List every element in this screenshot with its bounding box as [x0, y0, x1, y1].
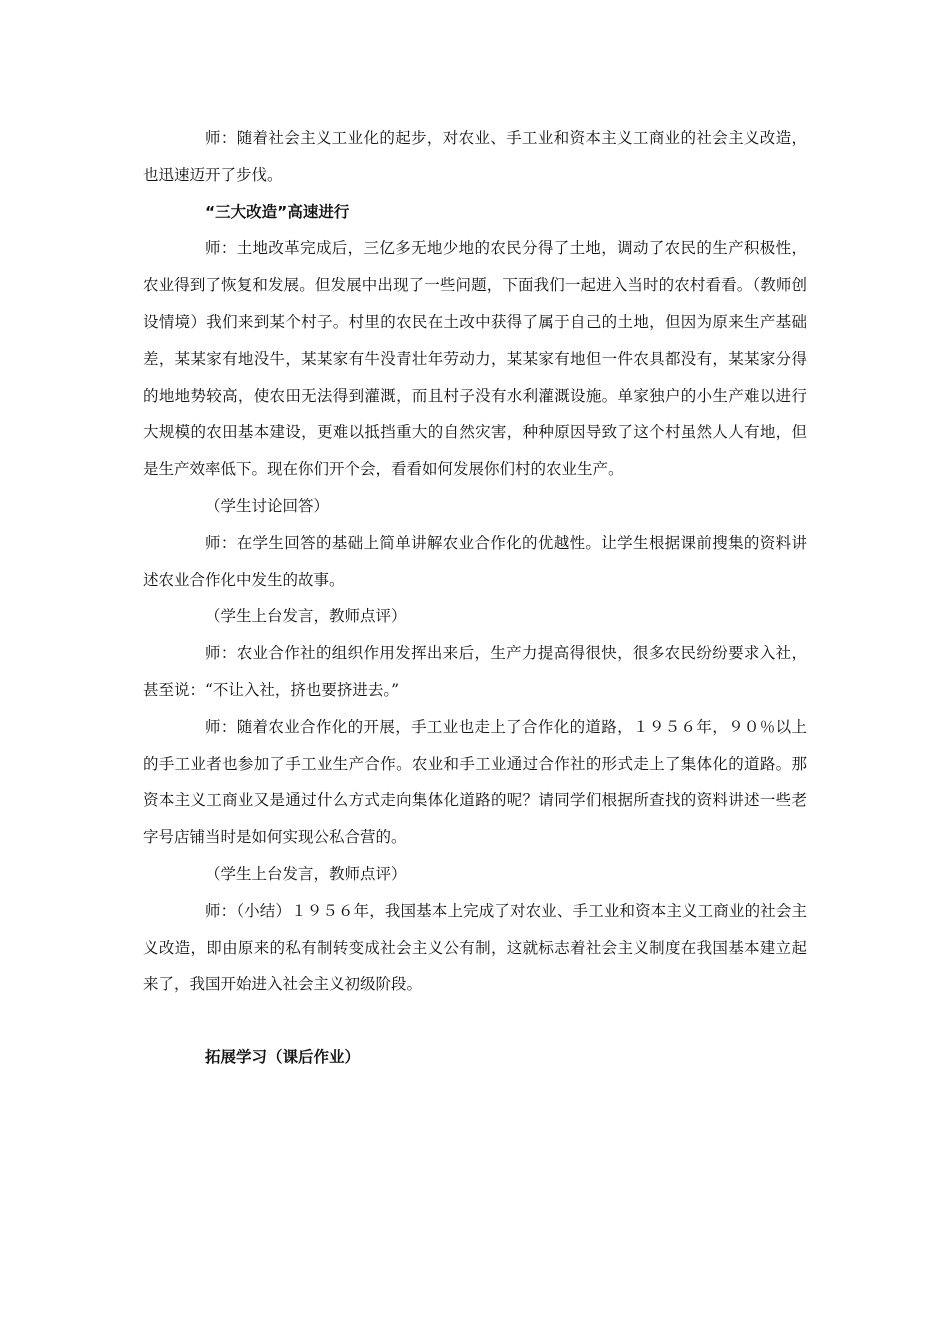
document-body — [143, 120, 807, 1076]
paragraph-student-speech-2: （学生上台发言，教师点评） — [205, 864, 407, 883]
paragraph-intro: 师：随着社会主义工业化的起步，对农业、手工业和资本主义工商业的社会主义改造，也迅速迈开了步伐。 — [143, 129, 807, 184]
paragraph-join-cooperative: 师：农业合作社的组织作用发挥出来后，生产力提高得很快，很多农民纷纷要求入社，甚至说：“不让入社，挤也要挤进去。” — [143, 644, 807, 699]
paragraph-land-reform: 师：土地改革完成后，三亿多无地少地的农民分得了土地，调动了农民的生产积极性，农业得到了恢复和发展。但发展中出现了一些问题，下面我们一起进入当时的农村看看。（教师创设情境）我们来到某个村子。村里的农民在土改中获得了属于自己的土地，但因为原来生产基础差，某某家有地没牛，某某家有牛没青壮年劳动力，某某家有地但一件农具都没有，某某家分得的地地势较高，使农田无法得到灌溉，而且村子没有水利灌溉设施。单家独户的小生产难以进行大规模的农田基本建设，更难以抵挡重大的自然灾害，种种原因导致了这个村虽然人人有地，但是生产效率低下。现在你们开个会，看看如何发展你们村的农业生产。 — [143, 239, 807, 479]
paragraph-summary: 师：（小结）１９５６年，我国基本上完成了对农业、手工业和资本主义工商业的社会主义改造，即由原来的私有制转变成社会主义公有制，这就标志着社会主义制度在我国基本建立起来了，我国开始进入社会主义初级阶段。 — [143, 901, 807, 994]
paragraph-cooperative-advantage: 师：在学生回答的基础上简单讲解农业合作化的优越性。让学生根据课前搜集的资料讲述农业合作化中发生的故事。 — [143, 533, 807, 589]
spacer — [143, 1003, 807, 1039]
section-heading-extended-learning: 拓展学习（课后作业） — [205, 1048, 361, 1067]
paragraph-student-discussion: （学生讨论回答） — [205, 496, 330, 515]
section-heading-three-transformations: “三大改造”高速进行 — [205, 202, 350, 221]
paragraph-handicraft-cooperation: 师：随着农业合作化的开展，手工业也走上了合作化的道路，１９５６年，９０％以上的手工业者也参加了手工业生产合作。农业和手工业通过合作社的形式走上了集体化的道路。那资本主义工商业又是通过什么方式走向集体化道路的呢？请同学们根据所查找的资料讲述一些老字号店铺当时是如何实现公私合营的。 — [143, 717, 807, 847]
paragraph-student-speech-1: （学生上台发言，教师点评） — [205, 607, 407, 626]
